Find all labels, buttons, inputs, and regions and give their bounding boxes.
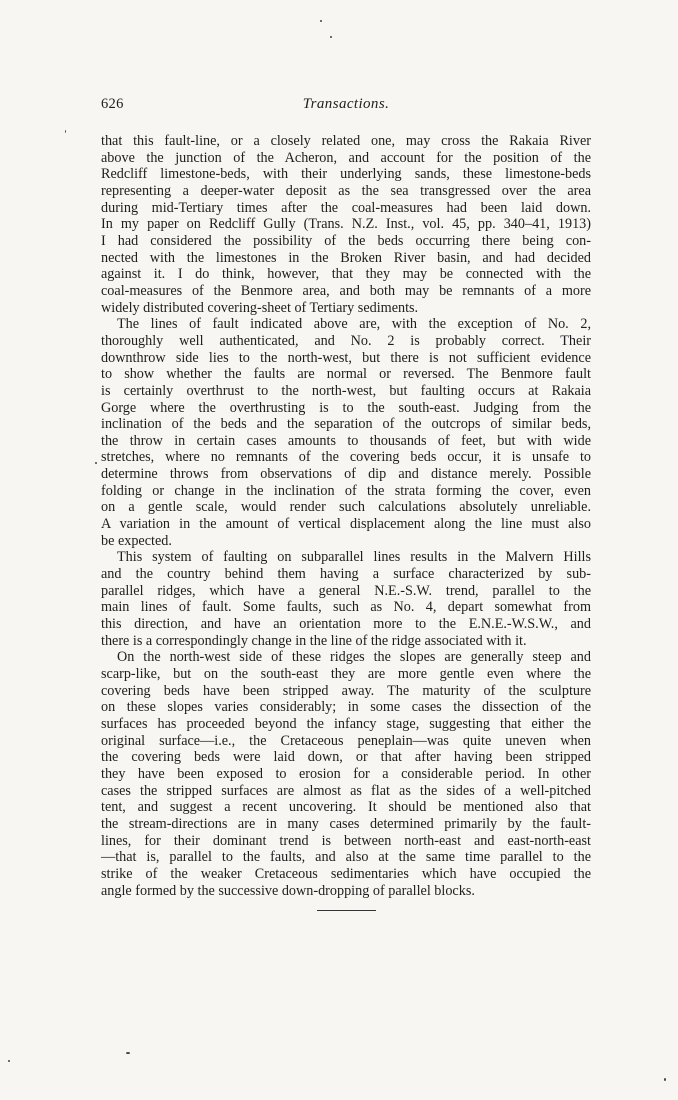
text-line: In my paper on Redcliff Gully (Trans. N.Z. Inst., vol. 45, pp. 340–41, 1913) [101, 216, 591, 233]
text-line: against it. I do think, however, that they may be connected with the [101, 266, 591, 283]
scan-speck [126, 1052, 130, 1054]
text-line: tent, and suggest a recent uncovering. It should be mentioned also that [101, 799, 591, 816]
text-line: I had considered the possibility of the beds occurring there being con- [101, 232, 591, 249]
scan-speck [95, 462, 97, 464]
paragraph [101, 649, 591, 899]
text-line: above the junction of the Acheron, and account for the position of the [101, 149, 591, 166]
text-line: be expected. [101, 532, 172, 549]
text-line: the stream-directions are in many cases determined primarily by the fault- [101, 815, 591, 832]
text-line: strike of the weaker Cretaceous sedimentaries which have occupied the [101, 865, 591, 882]
scan-speck [65, 130, 66, 133]
text-line: scarp-like, but on the south-east they are more gentle even where the [101, 666, 591, 682]
text-line: main lines of fault. Some faults, such as No. 4, depart somewhat from [101, 599, 591, 616]
text-line: the throw in certain cases amounts to thousands of feet, but with wide [101, 432, 591, 449]
text-line: widely distributed covering-sheet of Tertiary sediments. [101, 299, 419, 316]
text-line: coal-measures of the Benmore area, and both may be remnants of a more [101, 282, 591, 299]
text-line: On the north-west side of these ridges the slopes are generally steep and [117, 649, 591, 666]
scan-speck [664, 1078, 666, 1081]
text-line: angle formed by the successive down-dropping of parallel blocks. [101, 882, 475, 899]
text-line: this direction, and have an orientation more to the E.N.E.-W.S.W., and [101, 616, 591, 633]
article-body [101, 133, 591, 899]
text-line: on these slopes varies considerably; in some cases the dissection of the [101, 699, 591, 716]
text-line: folding or change in the inclination of the strata forming the cover, even [101, 482, 591, 499]
text-line: to show whether the faults are normal or reversed. The Benmore fault [101, 366, 591, 383]
text-line: lines, for their dominant trend is between north-east and east-north-east [101, 832, 591, 849]
text-line: surfaces has proceeded beyond the infancy stage, suggesting that either the [101, 715, 591, 732]
text-line: The lines of fault indicated above are, with the exception of No. 2, [117, 316, 591, 333]
text-line: the covering beds were laid down, or that after having been stripped [101, 749, 591, 766]
text-line: thoroughly well authenticated, and No. 2 is probably correct. Their [101, 332, 591, 349]
text-line: they have been exposed to erosion for a considerable period. In other [101, 765, 591, 782]
running-title: Transactions. [302, 96, 390, 112]
scan-speck [330, 36, 332, 38]
text-line: A variation in the amount of vertical displacement along the line must also [101, 516, 591, 533]
section-end-rule [317, 910, 376, 911]
text-line: downthrow side lies to the north-west, but there is not sufficient evidence [101, 349, 591, 366]
text-line: parallel ridges, which have a general N.E.-S.W. trend, parallel to the [101, 582, 591, 599]
scan-speck [8, 1060, 10, 1062]
text-line: and the country behind them having a surface characterized by sub- [101, 566, 591, 583]
text-line: there is a correspondingly change in the line of the ridge associated with it. [101, 632, 527, 649]
page-header [101, 96, 591, 116]
text-line: representing a deeper-water deposit as the sea transgressed over the area [101, 182, 591, 199]
text-line: Redcliff limestone-beds, with their underlying sands, these limestone-beds [101, 166, 591, 183]
text-line: cases the stripped surfaces are almost as flat as the sides of a well-pitched [101, 782, 591, 799]
paragraph [101, 133, 591, 316]
text-line: during mid-Tertiary times after the coal-measures had been laid down. [101, 199, 591, 216]
page-number: 626 [101, 96, 124, 112]
text-line: Gorge where the overthrusting is to the south-east. Judging from the [101, 399, 591, 416]
text-line: covering beds have been stripped away. The maturity of the sculpture [101, 682, 591, 699]
scan-speck [320, 20, 322, 22]
paragraph [101, 549, 591, 649]
text-line: inclination of the beds and the separation of the outcrops of similar beds, [101, 416, 591, 433]
text-line: nected with the limestones in the Broken River basin, and had decided [101, 249, 591, 266]
text-line: This system of faulting on subparallel lines results in the Malvern Hills [117, 549, 591, 566]
text-line: stretches, where no remnants of the covering beds occur, it is unsafe to [101, 449, 591, 466]
text-line: that this fault-line, or a closely related one, may cross the Rakaia River [101, 133, 591, 149]
text-line: determine throws from observations of dip and distance merely. Possible [101, 466, 591, 483]
text-line: original surface—i.e., the Cretaceous peneplain—was quite uneven when [101, 732, 591, 749]
text-line: —that is, parallel to the faults, and also at the same time parallel to the [101, 849, 591, 866]
text-line: on a gentle scale, would render such calculations absolutely unreliable. [101, 499, 591, 516]
paragraph [101, 316, 591, 549]
text-line: is certainly overthrust to the north-west, but faulting occurs at Rakaia [101, 382, 591, 399]
